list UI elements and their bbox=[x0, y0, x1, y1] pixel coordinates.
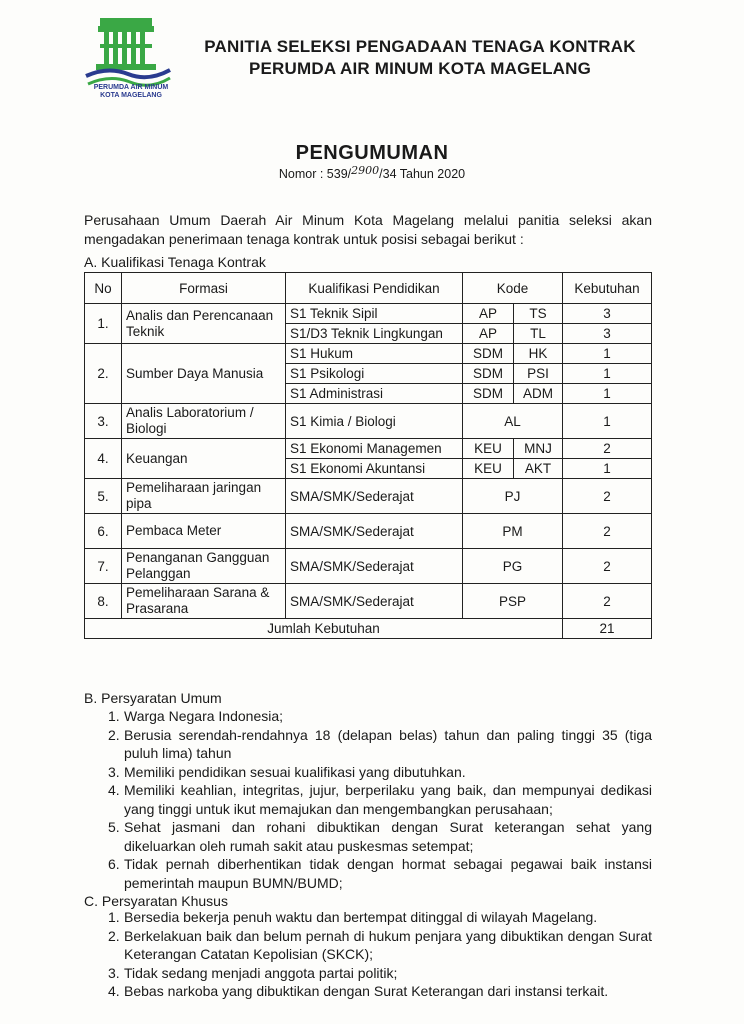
number-prefix: Nomor : 539/ bbox=[278, 167, 352, 181]
document-number bbox=[0, 164, 744, 181]
list-item bbox=[108, 818, 652, 855]
row-kode2: HK bbox=[514, 344, 563, 364]
row-formasi: Analis dan Perencanaan Teknik bbox=[122, 304, 286, 344]
list-item-text: Memiliki keahlian, integritas, jujur, berperilaku yang baik, dan mempunyai dedikasi yang tinggi untuk ikut memajukan dan mengembangkan perusahaan; bbox=[124, 782, 652, 817]
section-b-heading: B. Persyaratan Umum bbox=[84, 690, 222, 706]
list-item-number: 3. bbox=[108, 763, 120, 780]
row-kode2: TL bbox=[514, 324, 563, 344]
list-item-number: 2. bbox=[108, 927, 120, 944]
row-no: 1. bbox=[85, 304, 122, 344]
row-kebutuhan: 1 bbox=[563, 344, 652, 364]
table-row bbox=[85, 404, 652, 439]
number-suffix: /34 Tahun 2020 bbox=[379, 167, 466, 181]
list-item-text: Tidak sedang menjadi anggota partai politik; bbox=[124, 964, 398, 981]
table-row bbox=[85, 304, 652, 324]
row-no: 4. bbox=[85, 439, 122, 479]
row-kode2: MNJ bbox=[514, 439, 563, 459]
section-c-heading: C. Persyaratan Khusus bbox=[84, 893, 228, 909]
list-item-number: 4. bbox=[108, 782, 120, 798]
row-kualifikasi: SMA/SMK/Sederajat bbox=[286, 584, 463, 619]
header-line2: PERUMDA AIR MINUM KOTA MAGELANG bbox=[248, 59, 592, 78]
col-header-formasi: Formasi bbox=[122, 273, 286, 304]
table-row bbox=[85, 514, 652, 549]
row-kualifikasi: SMA/SMK/Sederajat bbox=[286, 549, 463, 584]
number-handwritten: 2900 bbox=[351, 164, 380, 177]
total-label: Jumlah Kebutuhan bbox=[85, 619, 563, 639]
row-kode1: KEU bbox=[463, 459, 514, 479]
row-kebutuhan: 2 bbox=[563, 584, 652, 619]
list-item bbox=[108, 707, 652, 726]
row-kode1: SDM bbox=[463, 384, 514, 404]
row-kode: PSP bbox=[463, 584, 563, 619]
row-kode2: TS bbox=[514, 304, 563, 324]
row-kebutuhan: 1 bbox=[563, 384, 652, 404]
total-row bbox=[85, 619, 652, 639]
table-row bbox=[85, 584, 652, 619]
list-item-number: 2. bbox=[108, 726, 120, 743]
row-kebutuhan: 2 bbox=[563, 479, 652, 514]
row-kode2: ADM bbox=[514, 384, 563, 404]
row-kualifikasi: S1 Teknik Sipil bbox=[286, 304, 463, 324]
row-kualifikasi: S1 Ekonomi Managemen bbox=[286, 439, 463, 459]
intro-paragraph: Perusahaan Umum Daerah Air Minum Kota Magelang melalui panitia seleksi akan mengadakan penerimaan tenaga kontrak untuk posisi sebagai berikut : bbox=[84, 212, 652, 247]
list-item-number: 1. bbox=[108, 909, 120, 925]
list-item-number: 5. bbox=[108, 819, 120, 835]
row-kode2: AKT bbox=[514, 459, 563, 479]
total-value: 21 bbox=[563, 619, 652, 639]
document-title: PENGUMUMAN bbox=[295, 142, 449, 164]
row-no: 6. bbox=[85, 514, 122, 549]
row-kode1: KEU bbox=[463, 439, 514, 459]
row-formasi: Penanganan Gangguan Pelanggan bbox=[122, 549, 286, 584]
table-row bbox=[85, 549, 652, 584]
qualification-table bbox=[84, 272, 652, 639]
row-kebutuhan: 3 bbox=[563, 304, 652, 324]
row-kebutuhan: 2 bbox=[563, 514, 652, 549]
list-item-number: 6. bbox=[108, 856, 120, 872]
row-kode: PM bbox=[463, 514, 563, 549]
list-item bbox=[108, 763, 652, 782]
row-kode1: SDM bbox=[463, 364, 514, 384]
list-item-text: Berkelakuan baik dan belum pernah di hukum penjara yang dibuktikan dengan Surat Keterangan Catatan Kepolisian (SKCK); bbox=[124, 927, 652, 962]
general-requirements-list bbox=[108, 707, 652, 892]
row-kualifikasi: SMA/SMK/Sederajat bbox=[286, 514, 463, 549]
specific-requirements-list bbox=[108, 908, 652, 1001]
col-header-kualifikasi: Kualifikasi Pendidikan bbox=[286, 273, 463, 304]
row-kebutuhan: 3 bbox=[563, 324, 652, 344]
row-kualifikasi: S1 Kimia / Biologi bbox=[286, 404, 463, 439]
row-kode1: AP bbox=[463, 304, 514, 324]
row-kebutuhan: 1 bbox=[563, 404, 652, 439]
row-kode1: SDM bbox=[463, 344, 514, 364]
list-item-text: Sehat jasmani dan rohani dibuktikan dengan Surat keterangan sehat yang dikeluarkan oleh rumah sakit atau puskesmas setempat; bbox=[124, 819, 652, 854]
list-item bbox=[108, 908, 652, 927]
logo-caption bbox=[86, 84, 176, 100]
list-item-text: Bersedia bekerja penuh waktu dan bertempat ditinggal di wilayah Magelang. bbox=[124, 909, 598, 925]
row-kebutuhan: 1 bbox=[563, 459, 652, 479]
row-formasi: Sumber Daya Manusia bbox=[122, 344, 286, 404]
row-no: 8. bbox=[85, 584, 122, 619]
list-item-text: Tidak pernah diberhentikan tidak dengan hormat sebagai pegawai baik instansi pemerintah maupun BUMN/BUMD; bbox=[124, 856, 652, 891]
list-item-text: Warga Negara Indonesia; bbox=[124, 708, 284, 724]
list-item bbox=[108, 781, 652, 818]
section-a-heading: A. Kualifikasi Tenaga Kontrak bbox=[84, 254, 266, 270]
row-formasi: Pemeliharaan jaringan pipa bbox=[122, 479, 286, 514]
row-kode: AL bbox=[463, 404, 563, 439]
row-kebutuhan: 2 bbox=[563, 549, 652, 584]
list-item bbox=[108, 855, 652, 892]
list-item-text: Bebas narkoba yang dibuktikan dengan Surat Keterangan dari instansi terkait. bbox=[124, 983, 609, 999]
row-kualifikasi: S1 Administrasi bbox=[286, 384, 463, 404]
row-no: 3. bbox=[85, 404, 122, 439]
row-no: 5. bbox=[85, 479, 122, 514]
row-no: 7. bbox=[85, 549, 122, 584]
list-item-number: 4. bbox=[108, 983, 120, 999]
col-header-no: No bbox=[85, 273, 122, 304]
row-formasi: Pembaca Meter bbox=[122, 514, 286, 549]
row-formasi: Pemeliharaan Sarana & Prasarana bbox=[122, 584, 286, 619]
table-row bbox=[85, 344, 652, 364]
row-kualifikasi: SMA/SMK/Sederajat bbox=[286, 479, 463, 514]
row-kode2: PSI bbox=[514, 364, 563, 384]
list-item bbox=[108, 964, 652, 983]
logo-caption-line1: PERUMDA AIR MINUM bbox=[93, 84, 169, 91]
header-line1: PANITIA SELEKSI PENGADAAN TENAGA KONTRAK bbox=[204, 37, 636, 56]
row-kualifikasi: S1 Ekonomi Akuntansi bbox=[286, 459, 463, 479]
list-item bbox=[108, 927, 652, 964]
row-kebutuhan: 2 bbox=[563, 439, 652, 459]
table-header-row bbox=[85, 273, 652, 304]
list-item bbox=[108, 726, 652, 763]
list-item-text: Berusia serendah-rendahnya 18 (delapan belas) tahun dan paling tinggi 35 (tiga puluh lima) tahun bbox=[124, 726, 652, 761]
col-header-kebutuhan: Kebutuhan bbox=[563, 273, 652, 304]
row-kualifikasi: S1 Psikologi bbox=[286, 364, 463, 384]
list-item-text: Memiliki pendidikan sesuai kualifikasi yang dibutuhkan. bbox=[124, 763, 466, 780]
list-item-number: 1. bbox=[108, 708, 120, 724]
logo-caption-line2: KOTA MAGELANG bbox=[100, 92, 162, 99]
row-kode: PG bbox=[463, 549, 563, 584]
list-item-number: 3. bbox=[108, 964, 120, 981]
row-formasi: Keuangan bbox=[122, 439, 286, 479]
row-kode: PJ bbox=[463, 479, 563, 514]
row-kode1: AP bbox=[463, 324, 514, 344]
table-row bbox=[85, 479, 652, 514]
row-kebutuhan: 1 bbox=[563, 364, 652, 384]
row-kualifikasi: S1 Hukum bbox=[286, 344, 463, 364]
list-item bbox=[108, 982, 652, 1001]
row-formasi: Analis Laboratorium / Biologi bbox=[122, 404, 286, 439]
col-header-kode: Kode bbox=[463, 273, 563, 304]
table-row bbox=[85, 439, 652, 459]
row-no: 2. bbox=[85, 344, 122, 404]
row-kualifikasi: S1/D3 Teknik Lingkungan bbox=[286, 324, 463, 344]
